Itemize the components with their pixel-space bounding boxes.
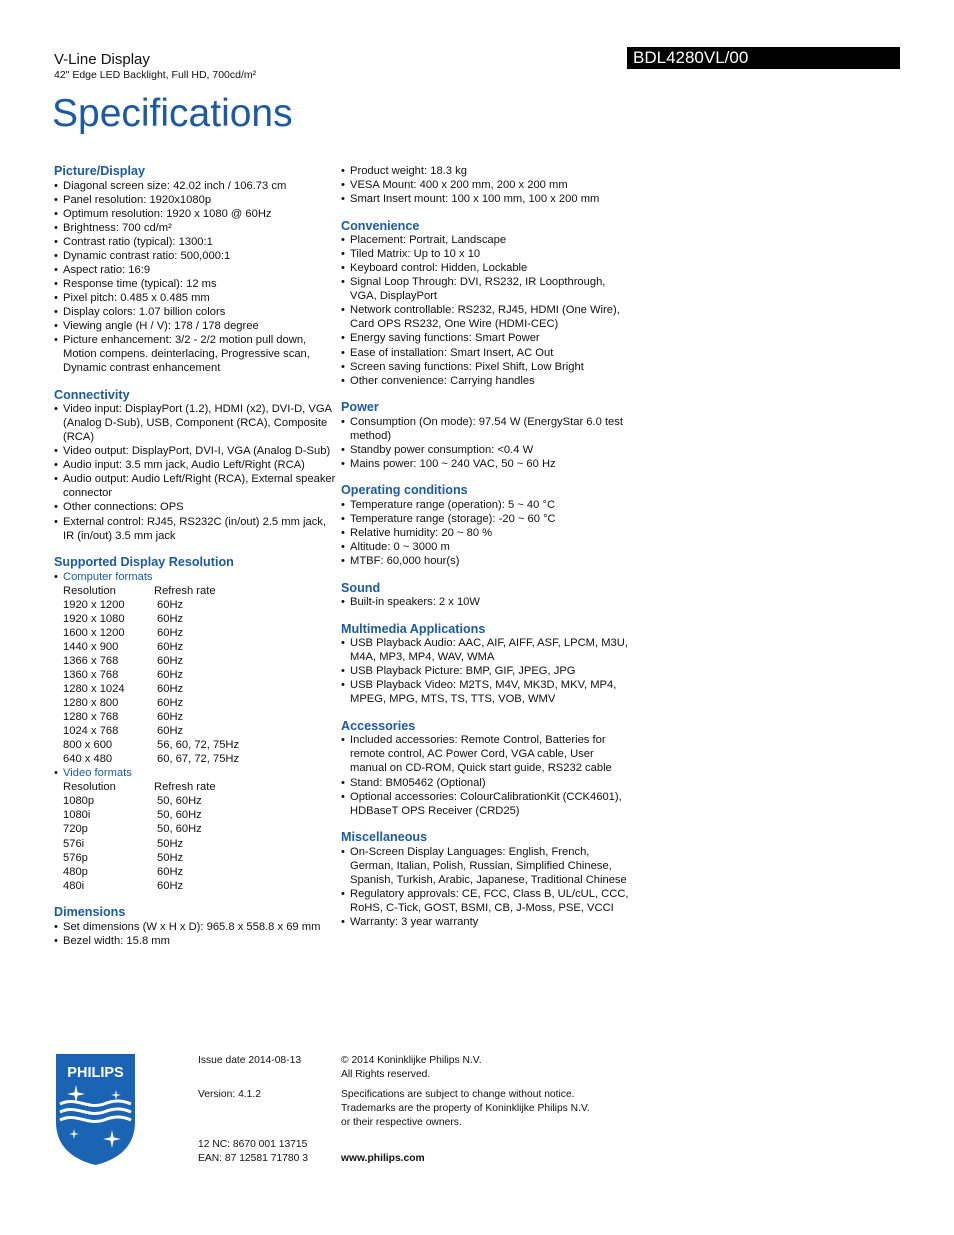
table-cell: 60Hz [157, 879, 184, 892]
list-item: • Smart Insert mount: 100 x 100 mm, 100 x 200 mm [341, 192, 631, 206]
list-item: • Set dimensions (W x H x D): 965.8 x 558.8 x 69 mm [54, 920, 339, 934]
list-item: • Mains power: 100 ~ 240 VAC, 50 ~ 60 Hz [341, 457, 631, 471]
list-item: • Ease of installation: Smart Insert, AC Out [341, 346, 631, 360]
list-item: • Stand: BM05462 (Optional) [341, 776, 631, 790]
table-header-cell: Resolution [63, 584, 116, 597]
list-item: • VESA Mount: 400 x 200 mm, 200 x 200 mm [341, 178, 631, 192]
table-row [63, 879, 339, 893]
list-item: • Signal Loop Through: DVI, RS232, IR Loopthrough, VGA, DisplayPort [341, 275, 631, 303]
list-item: • Optional accessories: ColourCalibrationKit (CCK4601), HDBaseT OPS Receiver (CRD25) [341, 790, 631, 818]
list-item: • USB Playback Picture: BMP, GIF, JPEG, JPG [341, 664, 631, 678]
table-cell: 60Hz [157, 683, 184, 695]
table-cell: 640 x 480 [63, 753, 113, 766]
computer-formats-table [54, 584, 339, 767]
accessories-list [341, 733, 631, 817]
table-header-cell: Resolution [63, 781, 116, 794]
table-row [63, 808, 339, 822]
table-cell: 480i [63, 879, 85, 892]
table-cell: 60Hz [157, 865, 184, 878]
table-row [63, 865, 339, 879]
table-row [63, 794, 339, 808]
list-item: • Brightness: 700 cd/m² [54, 221, 339, 235]
table-cell: 1280 x 1024 [63, 683, 125, 695]
table-header [63, 780, 339, 794]
table-cell: 60Hz [157, 725, 184, 738]
footer-codes [198, 1138, 308, 1166]
list-item: • Placement: Portrait, Landscape [341, 233, 631, 247]
section-title-power: Power [341, 400, 379, 415]
notice-line: Trademarks are the property of Koninklijke Philips N.V. [341, 1103, 590, 1114]
list-item: • Diagonal screen size: 42.02 inch / 106.73 cm [54, 179, 339, 193]
table-row [63, 837, 339, 851]
footer-copyright [341, 1054, 482, 1082]
list-item: • Video input: DisplayPort (1.2), HDMI (x2), DVI-D, VGA (Analog D-Sub), USB, Component (RCA), Composite (RCA) [54, 402, 339, 444]
table-cell: 576i [63, 837, 85, 850]
list-item: • Altitude: 0 ~ 3000 m [341, 540, 631, 554]
page-title: Specifications [52, 92, 293, 135]
list-item: • Pixel pitch: 0.485 x 0.485 mm [54, 291, 339, 305]
table-cell: 1360 x 768 [63, 668, 119, 681]
list-item: • Bezel width: 15.8 mm [54, 934, 339, 948]
spec-column-left [54, 164, 339, 948]
table-cell: 1080p [63, 795, 95, 808]
footer-issue-info [198, 1054, 301, 1068]
table-header [63, 584, 339, 598]
dimensions-continued-list [341, 164, 631, 206]
multimedia-list [341, 636, 631, 706]
table-cell: 60Hz [157, 598, 184, 611]
section-title-picture-display: Picture/Display [54, 164, 145, 178]
section-title-resolution: Supported Display Resolution [54, 555, 234, 570]
table-row [63, 626, 339, 640]
list-item: • Audio input: 3.5 mm jack, Audio Left/Right (RCA) [54, 458, 339, 472]
spec-column-right [341, 164, 631, 929]
list-item: • Regulatory approvals: CE, FCC, Class B, UL/cUL, CCC, RoHS, C-Tick, GOST, BSMI, CB, J-Moss, PSE, VCCI [341, 887, 631, 915]
section-title-connectivity: Connectivity [54, 387, 130, 402]
copyright: © 2014 Koninklijke Philips N.V. [341, 1055, 482, 1066]
table-cell: 1280 x 800 [63, 697, 119, 710]
table-cell: 60Hz [157, 640, 184, 653]
table-header-cell: Refresh rate [154, 584, 216, 597]
list-item: • Viewing angle (H / V): 178 / 178 degree [54, 319, 339, 333]
list-item: • Product weight: 18.3 kg [341, 164, 631, 178]
footer-version [198, 1088, 261, 1102]
section-title-dimensions: Dimensions [54, 905, 126, 920]
table-cell: 50, 60Hz [157, 809, 202, 822]
video-formats-table [54, 780, 339, 892]
computer-formats-label: • Computer formats [54, 570, 339, 584]
dimensions-list [54, 920, 339, 948]
table-cell: 480p [63, 865, 88, 878]
list-item: • Aspect ratio: 16:9 [54, 263, 339, 277]
table-cell: 1366 x 768 [63, 654, 119, 667]
video-formats-label: • Video formats [54, 766, 339, 780]
list-item: • USB Playback Video: M2TS, M4V, MK3D, MKV, MP4, MPEG, MPG, MTS, TS, TTS, VOB, WMV [341, 678, 631, 706]
table-row [63, 822, 339, 836]
philips-shield-logo [54, 1052, 137, 1166]
table-cell: 50Hz [157, 851, 184, 864]
notice-line: Specifications are subject to change without notice. [341, 1089, 575, 1100]
table-cell: 1080i [63, 809, 91, 822]
table-row [63, 724, 339, 738]
footer-notice [341, 1088, 590, 1130]
sound-list [341, 595, 631, 609]
list-item: • Audio output: Audio Left/Right (RCA), External speaker connector [54, 472, 339, 500]
table-row [63, 851, 339, 865]
list-item: • Contrast ratio (typical): 1300:1 [54, 235, 339, 249]
table-row [63, 668, 339, 682]
operating-list [341, 498, 631, 568]
list-item: • Tiled Matrix: Up to 10 x 10 [341, 247, 631, 261]
table-cell: 720p [63, 823, 88, 836]
table-cell: 60Hz [157, 668, 184, 681]
list-item: • Energy saving functions: Smart Power [341, 331, 631, 345]
table-cell: 60Hz [157, 711, 184, 724]
product-subtitle: 42" Edge LED Backlight, Full HD, 700cd/m² [54, 69, 257, 81]
table-cell: 56, 60, 72, 75Hz [157, 739, 240, 752]
list-item: • Consumption (On mode): 97.54 W (EnergyStar 6.0 test method) [341, 415, 631, 443]
list-item: • Warranty: 3 year warranty [341, 915, 631, 929]
list-item: • Relative humidity: 20 ~ 80 % [341, 526, 631, 540]
table-cell: 60Hz [157, 654, 184, 667]
power-list [341, 415, 631, 471]
table-row [63, 654, 339, 668]
connectivity-list [54, 402, 339, 542]
list-item: • Dynamic contrast ratio: 500,000:1 [54, 249, 339, 263]
table-row [63, 682, 339, 696]
table-cell: 800 x 600 [63, 739, 113, 752]
list-item: • Keyboard control: Hidden, Lockable [341, 261, 631, 275]
table-row [63, 696, 339, 710]
list-item: • Response time (typical): 12 ms [54, 277, 339, 291]
list-item: • Picture enhancement: 3/2 - 2/2 motion pull down, Motion compens. deinterlacing, Progressive scan, Dynamic contrast enhancement [54, 333, 339, 375]
table-cell: 50Hz [157, 837, 184, 850]
list-item: • Panel resolution: 1920x1080p [54, 193, 339, 207]
logo-wordmark: PHILIPS [67, 1065, 124, 1081]
section-title-accessories: Accessories [341, 718, 416, 733]
notice-line: or their respective owners. [341, 1117, 462, 1128]
table-cell: 576p [63, 851, 88, 864]
list-item: • On-Screen Display Languages: English, French, German, Italian, Polish, Russian, Simplified Chinese, Spanish, Turkish, Arabic, Japanese, Traditional Chinese [341, 845, 631, 887]
table-row [63, 612, 339, 626]
table-row [63, 710, 339, 724]
list-item: • Included accessories: Remote Control, Batteries for remote control, AC Power Cord, VGA cable, User manual on CD-ROM, Quick start guide, RS232 cable [341, 733, 631, 775]
table-row [63, 598, 339, 612]
list-item: • Video output: DisplayPort, DVI-I, VGA (Analog D-Sub) [54, 444, 339, 458]
section-title-sound: Sound [341, 580, 381, 595]
table-cell: 60Hz [157, 626, 184, 639]
list-item: • USB Playback Audio: AAC, AIF, AIFF, ASF, LPCM, M3U, M4A, MP3, MP4, WAV, WMA [341, 636, 631, 664]
model-number: BDL4280VL/00 [627, 47, 900, 69]
list-item: • Other connections: OPS [54, 500, 339, 514]
rights: All Rights reserved. [341, 1069, 431, 1080]
list-item: • Screen saving functions: Pixel Shift, Low Bright [341, 360, 631, 374]
list-item: • Temperature range (operation): 5 ~ 40 °C [341, 498, 631, 512]
list-item: • External control: RJ45, RS232C (in/out) 2.5 mm jack, IR (in/out) 3.5 mm jack [54, 515, 339, 543]
table-cell: 50, 60Hz [157, 823, 202, 836]
section-title-operating-conditions: Operating conditions [341, 483, 468, 498]
table-cell: 1600 x 1200 [63, 626, 125, 639]
list-item: • Standby power consumption: <0.4 W [341, 443, 631, 457]
table-cell: 1280 x 768 [63, 711, 119, 724]
table-cell: 1920 x 1200 [63, 598, 125, 611]
picture-display-list [54, 179, 339, 376]
section-title-miscellaneous: Miscellaneous [341, 830, 428, 845]
website-link[interactable]: www.philips.com [341, 1153, 425, 1164]
version: Version: 4.1.2 [198, 1089, 261, 1100]
list-item: • Temperature range (storage): -20 ~ 60 °C [341, 512, 631, 526]
list-item: • Optimum resolution: 1920 x 1080 @ 60Hz [54, 207, 339, 221]
table-cell: 1440 x 900 [63, 640, 119, 653]
table-cell: 60Hz [157, 697, 184, 710]
table-row [63, 640, 339, 654]
section-title-convenience: Convenience [341, 218, 420, 233]
list-item: • Display colors: 1.07 billion colors [54, 305, 339, 319]
list-item: • MTBF: 60,000 hour(s) [341, 554, 631, 568]
issue-date: Issue date 2014-08-13 [198, 1055, 302, 1066]
list-item: • Built-in speakers: 2 x 10W [341, 595, 631, 609]
table-cell: 50, 60Hz [157, 795, 202, 808]
table-cell: 60, 67, 72, 75Hz [157, 753, 240, 766]
list-item: • Network controllable: RS232, RJ45, HDMI (One Wire), Card OPS RS232, One Wire (HDMI-CEC) [341, 303, 631, 331]
section-title-multimedia: Multimedia Applications [341, 621, 486, 636]
table-row [63, 738, 339, 752]
misc-list [341, 845, 631, 929]
table-cell: 1024 x 768 [63, 725, 119, 738]
table-cell: 60Hz [157, 612, 184, 625]
table-cell: 1920 x 1080 [63, 612, 125, 625]
table-header-cell: Refresh rate [154, 781, 216, 794]
table-row [63, 752, 339, 766]
ean-code: EAN: 87 12581 71780 3 [198, 1153, 308, 1164]
convenience-list [341, 233, 631, 388]
product-line: V-Line Display [54, 51, 150, 68]
nc-code: 12 NC: 8670 001 13715 [198, 1139, 308, 1150]
list-item: • Other convenience: Carrying handles [341, 374, 631, 388]
